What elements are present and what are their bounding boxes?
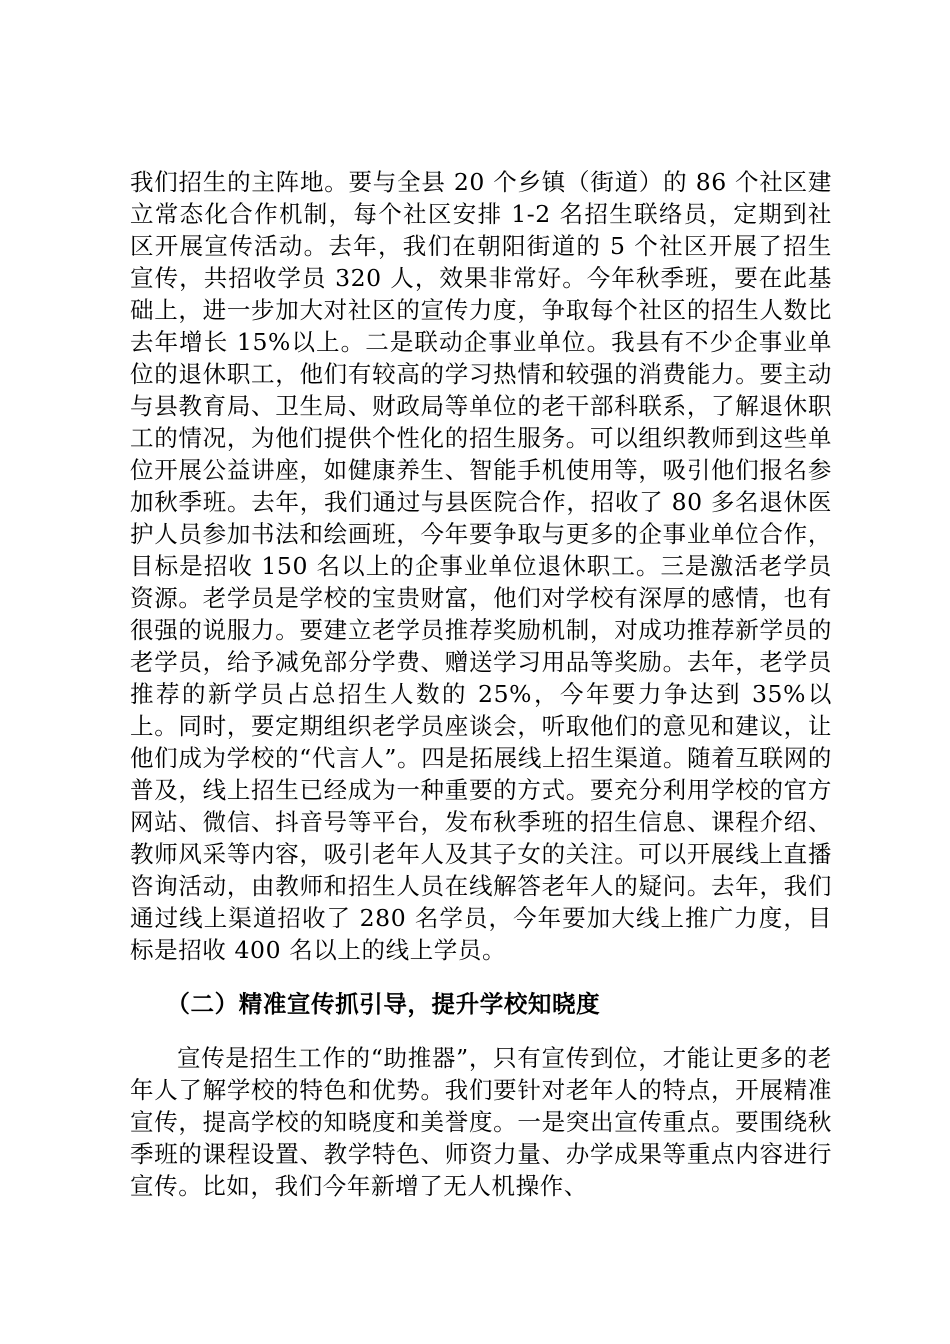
body-paragraph-1: 我们招生的主阵地。要与全县 20 个乡镇（街道）的 86 个社区建立常态化合作机制，每个社区安排 1-2 名招生联络员，定期到社区开展宣传活动。去年，我们在朝阳街道的 5 个社区开展了招生宣传，共招收学员 320 人，效果非常好。今年秋季班，要在此基础上，进一步加大对社区的宣传力度，争取每个社区的招生人数比去年增长 15%以上。二是联动企事业单位。我县有不少企事业单位的退休职工，他们有较高的学习热情和较强的消费能力。要主动与县教育局、卫生局、财政局等单位的老干部科联系，了解退休职工的情况，为他们提供个性化的招生服务。可以组织教师到这些单位开展公益讲座，如健康养生、智能手机使用等，吸引他们报名参加秋季班。去年，我们通过与县医院合作，招收了 80 多名退休医护人员参加书法和绘画班，今年要争取与更多的企事业单位合作，目标是招收 150 名以上的企事业单位退休职工。三是激活老学员资源。老学员是学校的宝贵财富，他们对学校有深厚的感情，也有很强的说服力。要建立老学员推荐奖励机制，对成功推荐新学员的老学员，给予减免部分学费、赠送学习用品等奖励。去年，老学员推荐的新学员占总招生人数的 25%，今年要力争达到 35%以上。同时，要定期组织老学员座谈会，听取他们的意见和建议，让他们成为学校的“代言人”。四是拓展线上招生渠道。随着互联网的普及，线上招生已经成为一种重要的方式。要充分利用学校的官方网站、微信、抖音号等平台，发布秋季班的招生信息、课程介绍、教师风采等内容，吸引老年人及其子女的关注。可以开展线上直播咨询活动，由教师和招生人员在线解答老年人的疑问。去年，我们通过线上渠道招收了 280 名学员，今年要加大线上推广力度，目标是招收 400 名以上的线上学员。 (130, 168, 832, 964)
body-paragraph-2: 宣传是招生工作的“助推器”，只有宣传到位，才能让更多的老年人了解学校的特色和优势。我们要针对老年人的特点，开展精准宣传，提高学校的知晓度和美誉度。一是突出宣传重点。要围绕秋季班的课程设置、教学特色、师资力量、办学成果等重点内容进行宣传。比如，我们今年新增了无人机操作、 (130, 1044, 832, 1200)
document-page (130, 166, 832, 1202)
section-heading: （二）精准宣传抓引导，提升学校知晓度 (166, 990, 601, 1018)
